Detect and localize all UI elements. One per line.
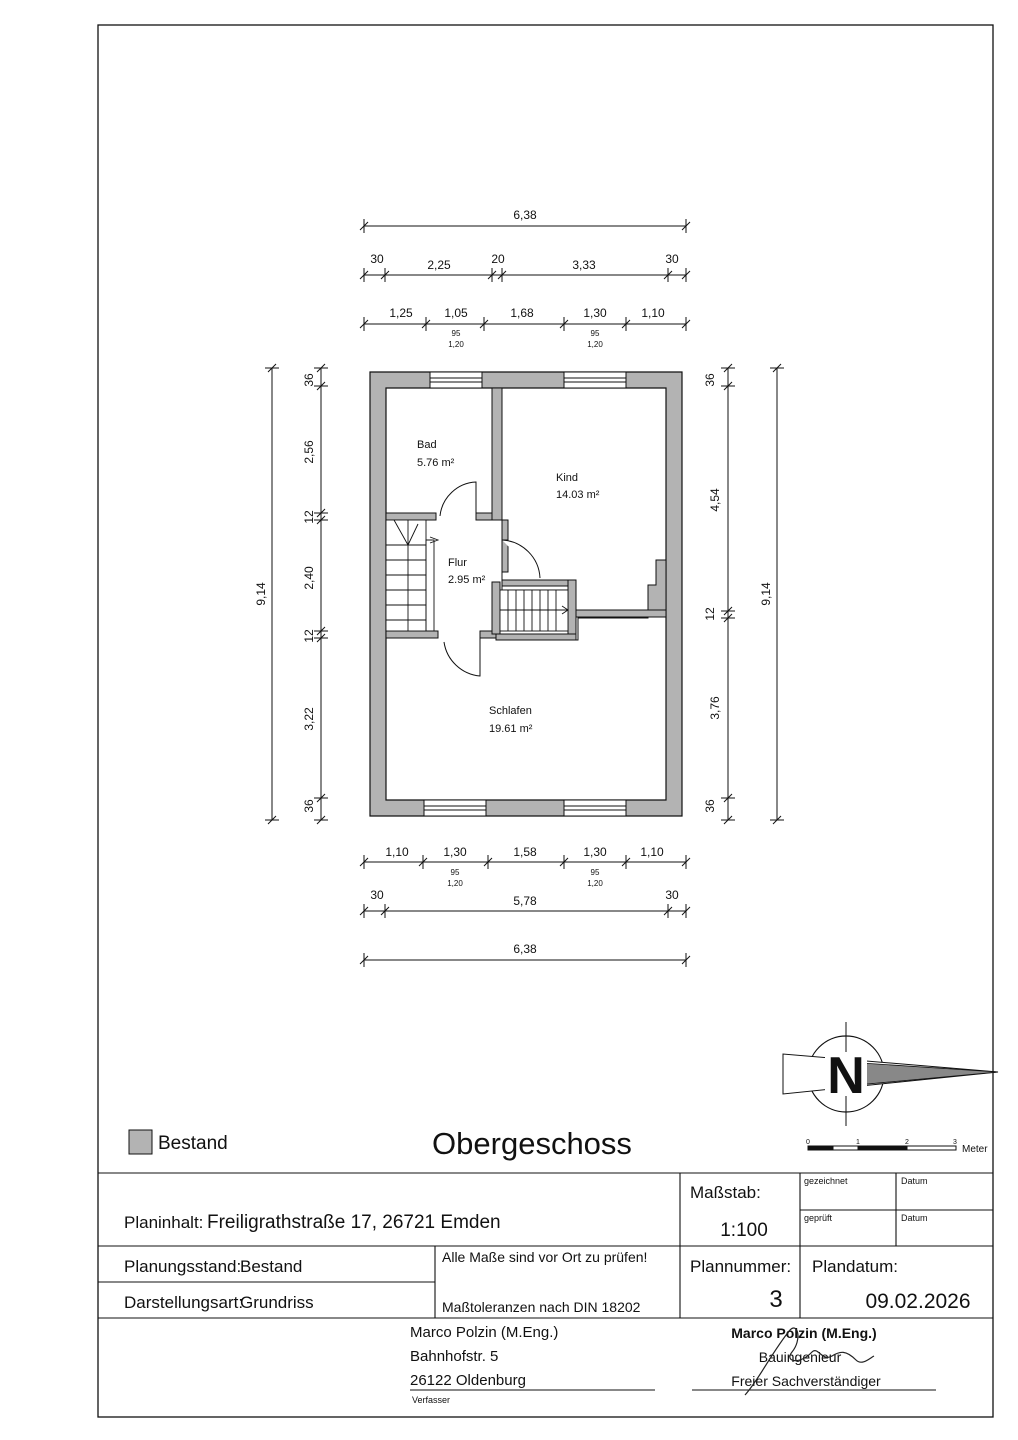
planinhalt-label: Planinhalt: <box>124 1213 204 1232</box>
plannummer-value: 3 <box>769 1286 783 1313</box>
dim-top-wall-4: 3,33 <box>572 258 596 272</box>
room-bad-area: 5.76 m² <box>417 457 455 469</box>
plan-title: Obergeschoss <box>432 1126 632 1161</box>
stamp-name: Marco Polzin (M.Eng.) <box>731 1325 877 1341</box>
darstellungsart-label: Darstellungsart: <box>124 1293 244 1312</box>
dim-right-seg-5: 36 <box>703 799 717 813</box>
planinhalt-value: Freiligrathstraße 17, 26721 Emden <box>207 1212 501 1233</box>
dim-left-seg-2: 2,56 <box>302 440 316 464</box>
dim-bottom-wall-1: 30 <box>370 888 384 902</box>
scale-tick-0: 0 <box>806 1139 810 1146</box>
dim-top-opening-1: 1,25 <box>389 306 413 320</box>
dim-left-seg-1: 36 <box>302 373 316 387</box>
dim-top-window-1-height: 1,20 <box>448 340 464 349</box>
room-schlafen-name: Schlafen <box>489 705 532 717</box>
dim-top-overall: 6,38 <box>513 208 537 222</box>
room-kind-name: Kind <box>556 472 579 484</box>
stamp-title: Bauingenieur <box>758 1349 842 1365</box>
scale-bar <box>808 1146 956 1150</box>
geprueft-label: geprüft <box>804 1213 833 1223</box>
dim-top-opening-4: 1,30 <box>583 306 607 320</box>
wall-pillar <box>648 560 666 610</box>
dim-left-seg-7: 36 <box>302 799 316 813</box>
plannummer-label: Plannummer: <box>690 1257 792 1276</box>
dim-top-opening-2: 1,05 <box>444 306 468 320</box>
stamp-subtitle: Freier Sachverständiger <box>731 1373 881 1389</box>
dim-bottom-wall-3: 30 <box>665 888 679 902</box>
scale-tick-2: 2 <box>905 1139 909 1146</box>
dim-bottom-opening-5: 1,10 <box>640 845 664 859</box>
dim-right-overall: 9,14 <box>759 582 773 606</box>
dim-bottom-window-1-height: 1,20 <box>447 879 463 888</box>
stair-left <box>386 520 438 631</box>
dim-left-seg-4: 2,40 <box>302 566 316 590</box>
note-tolerances: Maßtoleranzen nach DIN 18202 <box>442 1299 641 1315</box>
planungsstand-label: Planungsstand: <box>124 1257 242 1276</box>
stair-right <box>500 590 568 631</box>
north-arrow <box>783 1022 998 1126</box>
sheet-frame <box>98 25 993 1417</box>
scale-unit: Meter <box>962 1144 988 1155</box>
dim-top-window-2-height: 1,20 <box>587 340 603 349</box>
dim-left-overall: 9,14 <box>254 582 268 606</box>
dim-left-seg-3: 12 <box>302 510 316 524</box>
dim-right-seg-1: 36 <box>703 373 717 387</box>
dim-top-window-2-sill: 95 <box>590 329 600 338</box>
dim-bottom-opening-2: 1,30 <box>443 845 467 859</box>
dim-bottom-window-2-sill: 95 <box>590 868 600 877</box>
massstab-label: Maßstab: <box>690 1183 761 1202</box>
plandatum-label: Plandatum: <box>812 1257 898 1276</box>
dim-top-opening-3: 1,68 <box>510 306 534 320</box>
dim-bottom-window-2-height: 1,20 <box>587 879 603 888</box>
dim-bottom-window-1-sill: 95 <box>450 868 460 877</box>
dim-bottom-opening-1: 1,10 <box>385 845 409 859</box>
geprueft-datum-label: Datum <box>901 1213 928 1223</box>
legend-label: Bestand <box>158 1133 228 1154</box>
dim-left-seg-5: 12 <box>302 629 316 643</box>
author-name: Marco Polzin (M.Eng.) <box>410 1324 559 1341</box>
dim-top-wall-5: 30 <box>665 252 679 266</box>
floor-plan <box>370 372 682 816</box>
massstab-value: 1:100 <box>720 1220 768 1241</box>
right-dimension-chains <box>721 364 784 824</box>
dim-right-seg-2: 4,54 <box>708 488 722 512</box>
dim-left-seg-6: 3,22 <box>302 707 316 731</box>
dim-bottom-opening-3: 1,58 <box>513 845 537 859</box>
room-flur-name: Flur <box>448 557 467 569</box>
dim-top-wall-2: 2,25 <box>427 258 451 272</box>
dim-top-wall-3: 20 <box>491 252 505 266</box>
planungsstand-value: Bestand <box>240 1257 303 1276</box>
plandatum-value: 09.02.2026 <box>865 1290 971 1313</box>
scale-tick-1: 1 <box>856 1139 860 1146</box>
darstellungsart-value: Grundriss <box>240 1293 314 1312</box>
room-schlafen-area: 19.61 m² <box>489 723 533 735</box>
gezeichnet-datum-label: Datum <box>901 1176 928 1186</box>
author-street: Bahnhofstr. 5 <box>410 1348 499 1365</box>
room-flur-area: 2.95 m² <box>448 574 486 586</box>
author-city: 26122 Oldenburg <box>410 1372 526 1389</box>
north-letter: N <box>827 1047 865 1105</box>
note-check-on-site: Alle Maße sind vor Ort zu prüfen! <box>442 1249 648 1265</box>
dim-right-seg-4: 3,76 <box>708 696 722 720</box>
room-bad-name: Bad <box>417 439 437 451</box>
title-block-grid <box>98 1173 993 1390</box>
dim-top-window-1-sill: 95 <box>451 329 461 338</box>
dim-bottom-opening-4: 1,30 <box>583 845 607 859</box>
author-role-label: Verfasser <box>412 1395 451 1405</box>
legend-swatch <box>129 1130 152 1154</box>
gezeichnet-label: gezeichnet <box>804 1176 848 1186</box>
dim-top-wall-1: 30 <box>370 252 384 266</box>
dim-top-opening-5: 1,10 <box>641 306 665 320</box>
room-kind-area: 14.03 m² <box>556 489 600 501</box>
dim-bottom-overall: 6,38 <box>513 942 537 956</box>
dim-bottom-wall-2: 5,78 <box>513 894 537 908</box>
scale-tick-3: 3 <box>953 1139 957 1146</box>
dim-right-seg-3: 12 <box>703 607 717 621</box>
left-dimension-chains <box>265 364 328 824</box>
